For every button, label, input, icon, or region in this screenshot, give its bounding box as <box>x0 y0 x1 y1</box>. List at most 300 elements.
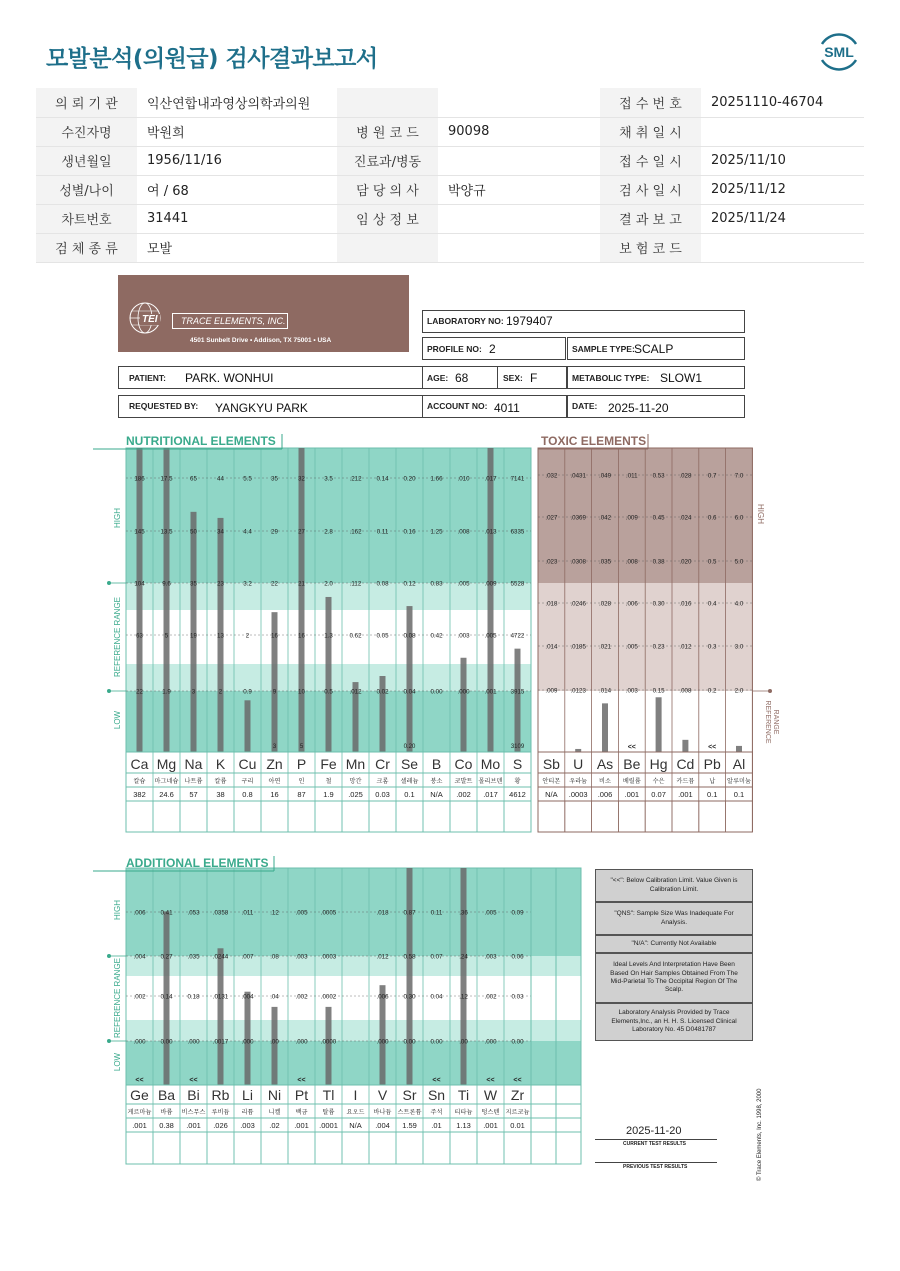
bar-co <box>461 658 467 752</box>
scale-label: 0.11 <box>376 528 389 536</box>
scale-label: .009 <box>625 514 638 522</box>
element-value: 0.1 <box>733 790 745 799</box>
legend-ideal-levels: Ideal Levels And Interpretation Have Been Based On Hair Samples Obtained From The Mid-Parietal To The Occipital Region Of The Scalp. <box>595 953 753 1003</box>
scale-label: .008 <box>625 558 638 566</box>
element-value: N/A <box>430 790 443 799</box>
scale-label: .010 <box>457 475 470 483</box>
tei-mark: TEI <box>142 314 158 325</box>
below-limit-marker: << <box>432 1077 441 1084</box>
element-symbol-p: P <box>296 756 307 772</box>
element-value: .001 <box>132 1121 147 1130</box>
current-results-date: 2025-11-20 <box>626 1125 682 1137</box>
scale-label: 0.4 <box>707 600 717 608</box>
laboratory-no-field: LABORATORY NO: 1979407 <box>422 310 745 333</box>
element-symbol-cu: Cu <box>238 756 257 772</box>
section-title: NUTRITIONAL ELEMENTS <box>126 434 276 448</box>
element-symbol-w: W <box>483 1087 498 1103</box>
element-value: .003 <box>240 1121 255 1130</box>
element-korean-name: 아연 <box>268 778 281 785</box>
scale-label: .035 <box>187 953 200 961</box>
bar-rb <box>218 948 224 1085</box>
scale-label: .042 <box>598 514 612 522</box>
below-limit-marker: << <box>513 1077 522 1084</box>
toxic-panel <box>538 434 752 832</box>
scale-label: 2 <box>245 632 250 640</box>
reference-range-label: REFERENCE RANGE <box>113 596 122 678</box>
element-korean-name: 비소 <box>599 778 611 785</box>
element-korean-name: 수은 <box>652 778 665 785</box>
info-value: 90098 <box>438 117 600 146</box>
scale-label: 17.5 <box>160 475 173 483</box>
scale-label: .005 <box>295 909 308 917</box>
scale-label: 44 <box>217 475 224 483</box>
bar-p <box>299 448 305 752</box>
scale-label: 0.11 <box>430 909 443 917</box>
info-label: 채 취 일 시 <box>600 117 701 146</box>
scale-label: 0.07 <box>430 953 443 961</box>
scale-label: 19 <box>190 632 197 640</box>
element-value: .02 <box>269 1121 280 1130</box>
age-field: AGE: 68 <box>422 366 498 389</box>
scale-label: .002 <box>484 993 497 1001</box>
element-symbol-cr: Cr <box>375 756 390 772</box>
element-korean-name: 몰리브덴 <box>478 778 503 785</box>
element-value: .0001 <box>319 1121 338 1130</box>
element-symbol-zr: Zr <box>510 1087 525 1103</box>
element-value: .004 <box>375 1121 390 1130</box>
scale-label: .008 <box>457 528 470 536</box>
scale-label: .36 <box>459 909 468 917</box>
scale-label: 0.30 <box>652 600 665 608</box>
scale-label: .009 <box>484 580 497 588</box>
element-symbol-be: Be <box>623 756 641 772</box>
element-symbol-v: V <box>377 1087 388 1103</box>
scale-label: 35 <box>271 475 278 483</box>
reference-marker-dot <box>107 581 111 585</box>
scale-label: 9 <box>272 688 277 696</box>
below-limit-marker: << <box>708 744 717 751</box>
scale-label: .212 <box>349 475 362 483</box>
previous-results-line <box>595 1162 717 1163</box>
element-korean-name: 지르코늄 <box>505 1109 530 1116</box>
element-korean-name: 바륨 <box>160 1109 173 1116</box>
additional-panel <box>93 856 531 1164</box>
scale-label: .004 <box>241 993 254 1001</box>
scale-label: 29 <box>271 528 278 536</box>
scale-label: 0.08 <box>376 580 389 588</box>
scale-label: .011 <box>626 472 638 480</box>
info-label: 검 체 종 류 <box>36 233 137 262</box>
high-label: HIGH <box>113 900 122 920</box>
element-korean-name: 백금 <box>295 1109 308 1116</box>
element-korean-name: 리튬 <box>241 1109 254 1116</box>
element-korean-name: 텅스텐 <box>481 1109 500 1116</box>
scale-label: .005 <box>625 643 638 651</box>
scale-label: 63 <box>136 632 143 640</box>
element-value: .001 <box>678 790 693 799</box>
element-value: N/A <box>349 1121 362 1130</box>
bar-ti <box>461 868 467 1085</box>
scale-label: .004 <box>133 953 146 961</box>
scale-label: .001 <box>484 688 497 696</box>
scale-label: .009 <box>545 687 558 695</box>
scale-label: 3915 <box>510 688 525 696</box>
info-value: 박양규 <box>438 175 600 204</box>
element-symbol-ca: Ca <box>130 756 149 772</box>
scale-label: .032 <box>545 472 558 480</box>
bar-cr <box>380 676 386 752</box>
scale-label: 0.00 <box>160 1038 173 1046</box>
element-korean-name: 알루미늄 <box>727 778 751 785</box>
info-value: 2025/11/12 <box>701 175 864 204</box>
scale-label: .006 <box>625 600 638 608</box>
element-symbol-al: Al <box>732 756 746 772</box>
scale-label: 5528 <box>510 580 525 588</box>
scale-label: 0.00 <box>403 1038 416 1046</box>
bar-as <box>602 703 608 752</box>
scale-label: .003 <box>295 953 308 961</box>
scale-label: .000 <box>187 1038 200 1046</box>
info-value: 1956/11/16 <box>137 146 337 175</box>
element-korean-name: 셀레늄 <box>400 778 419 785</box>
scale-label: 186 <box>134 475 145 483</box>
element-symbol-co: Co <box>454 756 473 772</box>
element-value: .001 <box>294 1121 309 1130</box>
lab-header <box>118 275 409 352</box>
scale-label: 0.62 <box>349 632 362 640</box>
scale-label: 4.0 <box>734 600 744 608</box>
scale-label: 0.58 <box>403 953 416 961</box>
scale-label: 0.83 <box>430 580 443 588</box>
scale-label: 0.16 <box>403 528 416 536</box>
element-symbol-sb: Sb <box>542 756 560 772</box>
scale-label: .012 <box>679 643 692 651</box>
info-value: 31441 <box>137 204 337 233</box>
info-value: 모발 <box>137 233 337 262</box>
scale-label: 50 <box>190 528 197 536</box>
element-value: .0003 <box>568 790 588 799</box>
scale-label: .12 <box>270 909 279 917</box>
range-band <box>126 448 531 583</box>
current-results-line <box>595 1139 717 1140</box>
element-value: N/A <box>545 790 558 799</box>
scale-label: .000 <box>484 1038 497 1046</box>
scale-label: .013 <box>484 528 497 536</box>
element-korean-name: 주석 <box>430 1109 443 1116</box>
element-symbol-mo: Mo <box>480 756 501 772</box>
scale-label: 0.45 <box>652 514 665 522</box>
element-value: 0.1 <box>706 790 718 799</box>
element-symbol-k: K <box>215 756 226 772</box>
info-value: 여 / 68 <box>137 175 337 204</box>
info-value: 익산연합내과영상의학과의원 <box>137 88 337 117</box>
scale-label: 22 <box>136 688 143 696</box>
scale-label: 0.5 <box>324 688 333 696</box>
reference-range-label: REFERENCE <box>764 700 771 744</box>
element-symbol-ti: Ti <box>457 1087 470 1103</box>
sample-type-field: SAMPLE TYPE: SCALP <box>567 337 745 360</box>
scale-label: .0000 <box>320 1038 337 1046</box>
element-symbol-pb: Pb <box>703 756 721 772</box>
scale-label: 7141 <box>510 475 525 483</box>
bar-ca <box>137 448 143 752</box>
sex-field: SEX: F <box>497 366 567 389</box>
scale-label: 0.15 <box>652 687 665 695</box>
info-label: 검 사 일 시 <box>600 175 701 204</box>
element-symbol-se: Se <box>400 756 419 772</box>
element-symbol-b: B <box>431 756 442 772</box>
element-korean-name: 인 <box>298 778 305 785</box>
scale-label: .018 <box>376 909 389 917</box>
scale-label: .000 <box>457 688 470 696</box>
scale-label: .005 <box>457 580 470 588</box>
scale-label: .04 <box>270 993 279 1001</box>
element-value: 1.9 <box>323 790 334 799</box>
element-value: .025 <box>348 790 363 799</box>
element-symbol-na: Na <box>184 756 203 772</box>
element-symbol-s: S <box>512 756 523 772</box>
company-name: TRACE ELEMENTS, INC. <box>172 313 288 329</box>
element-korean-name: 납 <box>709 778 716 785</box>
reference-marker-dot <box>107 954 111 958</box>
scale-label: .005 <box>484 632 497 640</box>
scale-label: .0369 <box>570 514 586 522</box>
element-symbol-ge: Ge <box>130 1087 149 1103</box>
previous-results-label: PREVIOUS TEST RESULTS <box>623 1164 688 1170</box>
scale-label: 0.42 <box>430 632 443 640</box>
info-label: 차트번호 <box>36 204 137 233</box>
element-symbol-u: U <box>573 756 584 772</box>
metabolic-type-field: METABOLIC TYPE: SLOW1 <box>567 366 745 389</box>
scale-label: 0.38 <box>652 558 665 566</box>
bar-s <box>515 649 521 752</box>
element-korean-name: 망간 <box>349 778 362 785</box>
scale-label: 0.05 <box>376 632 389 640</box>
bar-al <box>736 746 742 752</box>
element-value: .01 <box>431 1121 442 1130</box>
scale-label: .0244 <box>212 953 229 961</box>
scale-label: 0.20 <box>403 744 416 750</box>
scale-label: .0431 <box>570 472 586 480</box>
element-value: .001 <box>483 1121 498 1130</box>
scale-label: .028 <box>679 472 692 480</box>
bar-fe <box>326 597 332 752</box>
element-symbol-tl: Tl <box>322 1087 335 1103</box>
element-korean-name: 우라늄 <box>569 778 588 785</box>
info-label: 보 험 코 드 <box>600 233 701 262</box>
element-value: 0.07 <box>651 790 666 799</box>
scale-label: .000 <box>133 1038 146 1046</box>
scale-label: .006 <box>133 909 146 917</box>
scale-label: 6.0 <box>734 514 744 522</box>
scale-label: 104 <box>134 580 145 588</box>
scale-label: 0.02 <box>376 688 389 696</box>
scale-label: 35 <box>190 580 197 588</box>
info-label: 수진자명 <box>36 117 137 146</box>
scale-label: 3.5 <box>324 475 333 483</box>
scale-label: .003 <box>625 687 638 695</box>
info-label: 결 과 보 고 <box>600 204 701 233</box>
element-korean-name: 안티몬 <box>542 778 561 785</box>
below-limit-marker: << <box>297 1077 306 1084</box>
scale-label: .0131 <box>212 993 229 1001</box>
scale-label: 0.00 <box>430 1038 443 1046</box>
scale-label: 3.2 <box>243 580 252 588</box>
scale-label: 0.3 <box>707 643 717 651</box>
info-label: 생년월일 <box>36 146 137 175</box>
scale-label: .020 <box>679 558 692 566</box>
scale-label: .005 <box>484 909 497 917</box>
info-value: 2025/11/24 <box>701 204 864 233</box>
scale-label: .0005 <box>320 909 337 917</box>
bar-ni <box>272 1007 278 1085</box>
scale-label: .053 <box>187 909 200 917</box>
scale-label: 1.25 <box>430 528 443 536</box>
element-symbol-sr: Sr <box>402 1087 417 1103</box>
element-symbol-i: I <box>353 1087 358 1103</box>
info-value: 박원희 <box>137 117 337 146</box>
scale-label: .016 <box>679 600 692 608</box>
element-symbol-as: As <box>596 756 614 772</box>
scale-label: .08 <box>270 953 279 961</box>
legend-laboratory: Laboratory Analysis Provided by Trace Elements,Inc., an H. H. S. Licensed Clinical Laboratory No. 45 D0481787 <box>595 1003 753 1041</box>
requested-by-field: REQUESTED BY: YANGKYU PARK <box>118 395 423 418</box>
element-value: 1.13 <box>456 1121 471 1130</box>
scale-label: 22 <box>271 580 278 588</box>
scale-label: 0.53 <box>652 472 665 480</box>
scale-label: .049 <box>598 472 612 480</box>
scale-label: .112 <box>349 580 362 588</box>
element-value: .017 <box>483 790 498 799</box>
scale-label: 2.8 <box>324 528 333 536</box>
element-value: 0.38 <box>159 1121 174 1130</box>
scale-label: 34 <box>217 528 224 536</box>
info-value: 20251110-46704 <box>701 88 864 117</box>
info-label: 진료과/병동 <box>337 146 438 175</box>
scale-label: 145 <box>134 528 145 536</box>
element-symbol-hg: Hg <box>649 756 668 772</box>
element-symbol-sn: Sn <box>427 1087 446 1103</box>
scale-label: .027 <box>545 514 558 522</box>
scale-label: .24 <box>459 953 468 961</box>
scale-label: .021 <box>598 643 612 651</box>
scale-label: 13 <box>217 632 224 640</box>
scale-label: 1.9 <box>162 688 171 696</box>
below-limit-marker: << <box>189 1077 198 1084</box>
scale-label: 32 <box>298 475 305 483</box>
element-symbol-zn: Zn <box>266 756 283 772</box>
scale-label: 0.00 <box>511 1038 524 1046</box>
scale-label: 13.5 <box>160 528 173 536</box>
svg-text:SML: SML <box>824 44 854 60</box>
reference-marker-dot <box>107 689 111 693</box>
element-korean-name: 카드뮴 <box>676 778 695 785</box>
element-symbol-mg: Mg <box>156 756 177 772</box>
scale-label: 0.20 <box>403 475 416 483</box>
scale-label: 5.0 <box>734 558 744 566</box>
scale-label: .014 <box>598 687 612 695</box>
scale-label: 0.9 <box>243 688 252 696</box>
section-title: ADDITIONAL ELEMENTS <box>126 856 269 870</box>
scale-label: .0017 <box>212 1038 229 1046</box>
element-korean-name: 바나듐 <box>373 1109 392 1116</box>
scale-label: 3 <box>191 688 196 696</box>
bar-cd <box>682 740 688 752</box>
element-symbol-pt: Pt <box>294 1087 309 1103</box>
element-korean-name: 칼륨 <box>214 778 227 785</box>
scale-label: .0003 <box>320 953 337 961</box>
scale-label: 16 <box>271 632 278 640</box>
scale-label: 65 <box>190 475 197 483</box>
page-title: 모발분석(의원급) 검사결과보고서 <box>46 46 378 72</box>
scale-label: 2.0 <box>324 580 333 588</box>
scale-label: 4.4 <box>243 528 252 536</box>
scale-label: .000 <box>376 1038 389 1046</box>
scale-label: 0.06 <box>511 953 524 961</box>
info-label: 접 수 번 호 <box>600 88 701 117</box>
bar-mo <box>488 448 494 752</box>
element-value: .006 <box>597 790 613 799</box>
element-symbol-bi: Bi <box>187 1087 200 1103</box>
element-korean-name: 코발트 <box>454 778 473 785</box>
element-korean-name: 칼슘 <box>133 778 146 785</box>
element-value: 87 <box>297 790 306 799</box>
info-label: 담 당 의 사 <box>337 175 438 204</box>
profile-no-field: PROFILE NO: 2 <box>422 337 566 360</box>
scale-label: .002 <box>133 993 146 1001</box>
bar-hg <box>656 697 662 752</box>
scale-label: 0.04 <box>403 688 416 696</box>
legend-below-limit: "<<": Below Calibration Limit. Value Given is Calibration Limit. <box>595 869 753 902</box>
element-korean-name: 크롬 <box>376 778 389 785</box>
scale-label: .000 <box>295 1038 308 1046</box>
element-value: 0.01 <box>510 1121 525 1130</box>
element-value: 1.59 <box>402 1121 417 1130</box>
scale-label: 0.09 <box>511 909 524 917</box>
scale-label: 0.12 <box>403 580 416 588</box>
scale-label: 0.87 <box>403 909 416 917</box>
date-field: DATE: 2025-11-20 <box>567 395 745 418</box>
scale-label: 3 <box>272 744 277 750</box>
info-label: 성별/나이 <box>36 175 137 204</box>
low-label: LOW <box>113 710 122 730</box>
element-value: 382 <box>133 790 146 799</box>
element-symbol-cd: Cd <box>676 756 695 772</box>
scale-label: 0.41 <box>160 909 173 917</box>
legend-qns: "QNS": Sample Size Was Inadequate For Analysis. <box>595 902 753 935</box>
element-korean-name: 철 <box>325 778 332 785</box>
scale-label: .028 <box>598 600 612 608</box>
info-label: 임 상 정 보 <box>337 204 438 233</box>
element-value: .001 <box>186 1121 201 1130</box>
element-value: .002 <box>456 790 471 799</box>
scale-label: .003 <box>484 953 497 961</box>
element-korean-name: 황 <box>514 778 521 785</box>
scale-label: .023 <box>545 558 558 566</box>
high-label: HIGH <box>113 508 122 528</box>
scale-label: 5 <box>164 632 169 640</box>
info-value: 2025/11/10 <box>701 146 864 175</box>
element-value: 0.1 <box>404 790 415 799</box>
scale-label: 7.0 <box>734 472 744 480</box>
scale-label: 0.7 <box>707 472 717 480</box>
scale-label: 10 <box>298 688 305 696</box>
scale-label: 1.3 <box>324 632 333 640</box>
element-symbol-rb: Rb <box>211 1087 230 1103</box>
scale-label: .00 <box>270 1038 279 1046</box>
legend-na: "N/A": Currently Not Available <box>595 935 753 953</box>
scale-label: .006 <box>376 993 389 1001</box>
